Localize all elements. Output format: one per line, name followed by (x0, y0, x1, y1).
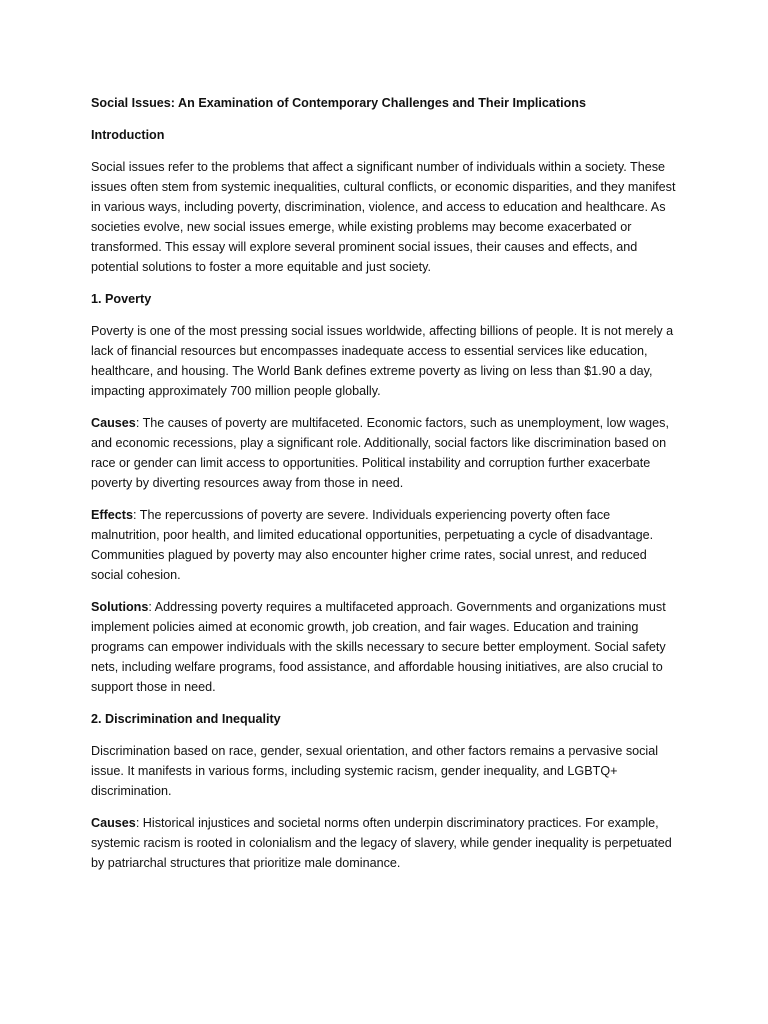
paragraph-poverty-intro: Poverty is one of the most pressing social issues worldwide, affecting billions of people. It is not merely a lack of financial resources but encompasses inadequate access to essential services like education, healthcare, and housing. The World Bank defines extreme poverty as living on less than $1.90 a day, impacting approximately 700 million people globally. (91, 324, 674, 398)
label-solutions: Solutions (91, 600, 149, 614)
text-discrimination-causes: : Historical injustices and societal norms often underpin discriminatory practices. For example, systemic racism is rooted in colonialism and the legacy of slavery, while gender inequality is perpetuated by patriarchal structures that prioritize male dominance. (91, 816, 672, 870)
document-body (91, 93, 681, 885)
paragraph-poverty-effects (91, 505, 681, 585)
label-effects: Effects (91, 508, 133, 522)
paragraph-poverty-solutions (91, 597, 681, 697)
paragraph-discrimination-causes (91, 813, 681, 873)
text-poverty-causes: : The causes of poverty are multifaceted. Economic factors, such as unemployment, low wages, and economic recessions, play a significant role. Additionally, social factors like discrimination based on race or gender can limit access to opportunities. Political instability and corruption further exacerbate poverty by diverting resources away from those in need. (91, 416, 669, 490)
text-poverty-solutions: : Addressing poverty requires a multifaceted approach. Governments and organizations must implement policies aimed at economic growth, job creation, and fair wages. Education and training programs can empower individuals with the skills necessary to secure better employment. Social safety nets, including welfare programs, food assistance, and affordable housing initiatives, are also crucial to support those in need. (91, 600, 666, 694)
paragraph-introduction: Social issues refer to the problems that affect a significant number of individuals within a society. These issues often stem from systemic inequalities, cultural conflicts, or economic disparities, and they manifest in various ways, including poverty, discrimination, violence, and access to education and healthcare. As societies evolve, new social issues emerge, while existing problems may become exacerbated or transformed. This essay will explore several prominent social issues, their causes and effects, and potential solutions to foster a more equitable and just society. (91, 160, 676, 274)
paragraph-poverty-causes (91, 413, 681, 493)
text-poverty-effects: : The repercussions of poverty are severe. Individuals experiencing poverty often face malnutrition, poor health, and limited educational opportunities, perpetuating a cycle of disadvantage. Communities plagued by poverty may also encounter higher crime rates, social unrest, and reduced social cohesion. (91, 508, 654, 582)
section-heading-introduction: Introduction (91, 128, 165, 142)
paragraph-discrimination-intro: Discrimination based on race, gender, sexual orientation, and other factors remains a pervasive social issue. It manifests in various forms, including systemic racism, gender inequality, and LGBTQ+ discrimination. (91, 744, 659, 798)
label-causes: Causes (91, 816, 136, 830)
section-heading-discrimination: 2. Discrimination and Inequality (91, 712, 281, 726)
section-heading-poverty: 1. Poverty (91, 292, 152, 306)
label-causes: Causes (91, 416, 136, 430)
document-title: Social Issues: An Examination of Contemporary Challenges and Their Implications (91, 96, 586, 110)
